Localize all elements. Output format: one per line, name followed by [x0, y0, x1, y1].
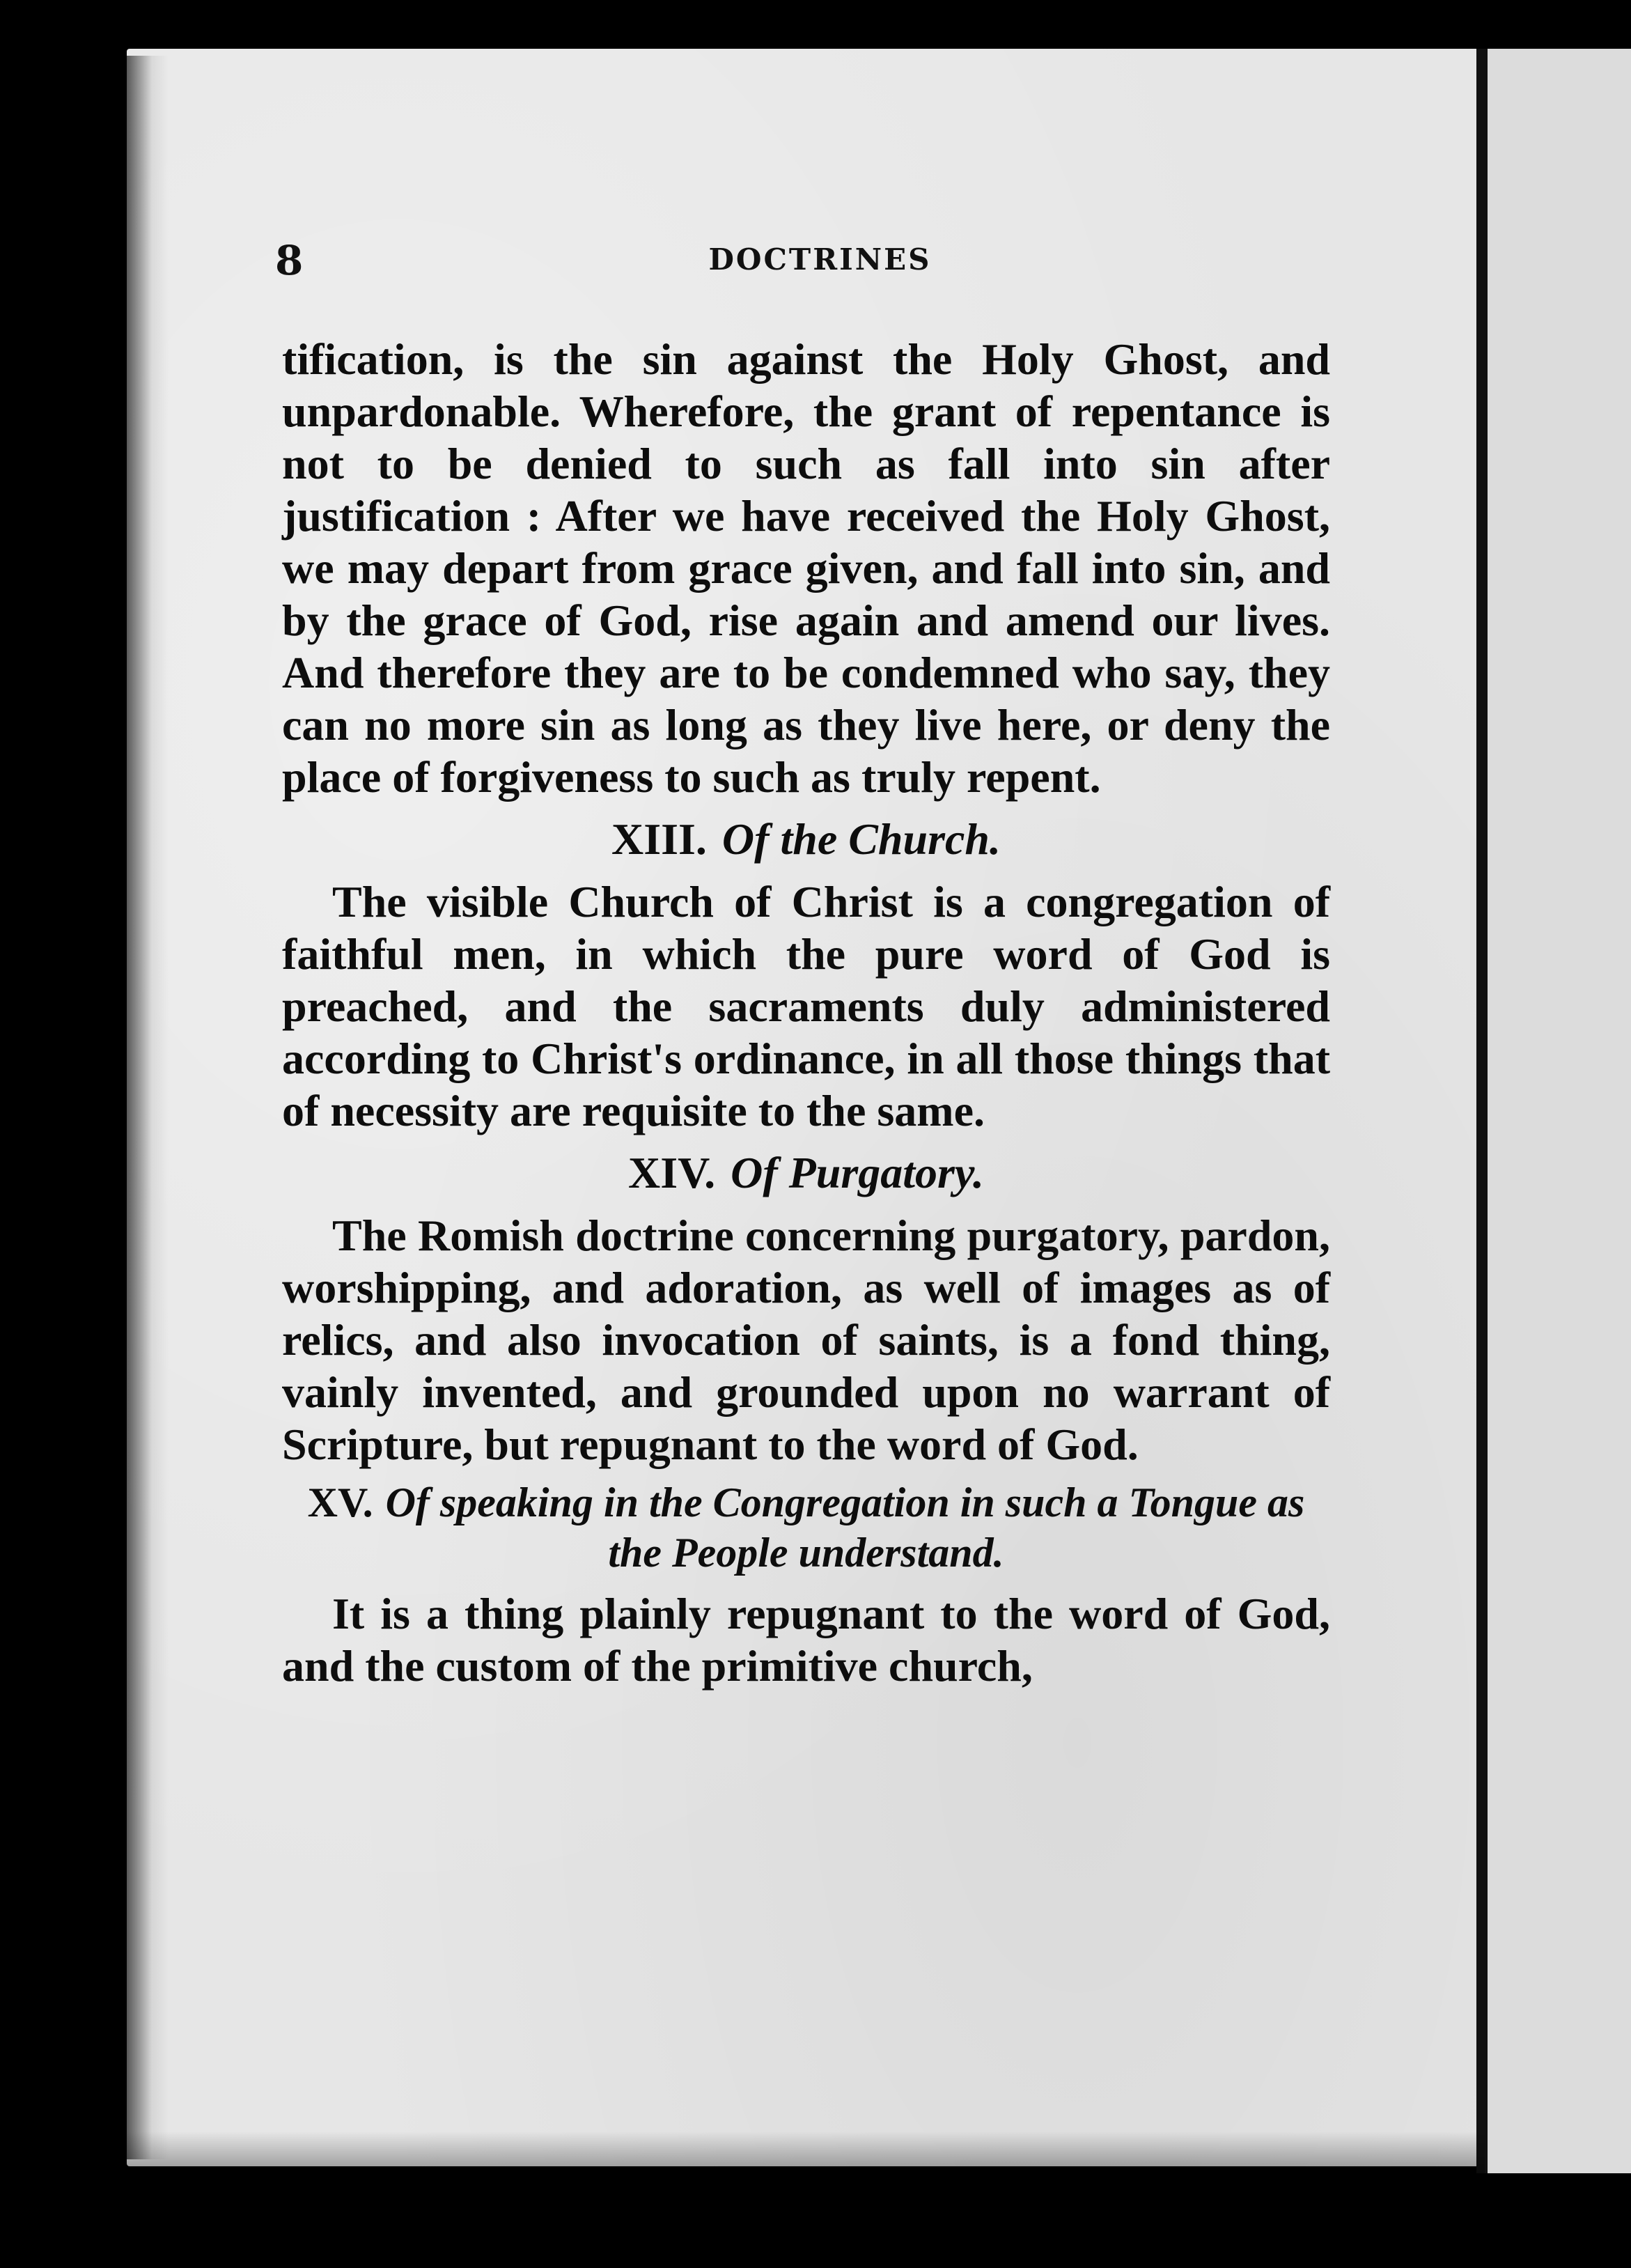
- article-title: Of speaking in the Congregation in such a Tongue as the People understand.: [385, 1479, 1305, 1576]
- facing-page-edge: [1488, 49, 1631, 2173]
- paragraph-continued: tification, is the sin against the Holy Ghost, and unpardonable. Wherefore, the grant of repentance is not to be denied to such as fall into sin after justification : After we have received the Holy Ghost, we may depart from grace given, and fall into sin, and by the grace of God, rise again and amend our lives. And therefore they are to be condemned who say, they can no more sin as long as they live here, or deny the place of forgiveness to such as truly repent.: [282, 334, 1330, 802]
- article-title: Of the Church.: [721, 814, 1001, 864]
- running-header: [275, 237, 1344, 286]
- article-heading-13: [282, 803, 1330, 876]
- article-numeral: XIV.: [628, 1148, 716, 1197]
- article-numeral: XV.: [307, 1479, 373, 1525]
- article-heading-15: [282, 1470, 1330, 1587]
- running-title: DOCTRINES: [708, 242, 932, 277]
- page-number: 8: [275, 237, 304, 284]
- article-text-13: The visible Church of Christ is a congregation of faithful men, in which the pure word of God is preached, and the sacraments duly administered according to Christ's ordinance, in all those things that of necessity are requisite to the same.: [282, 877, 1330, 1135]
- body-text: [282, 333, 1330, 1692]
- article-title: Of Purgatory.: [731, 1148, 984, 1197]
- article-heading-14: [282, 1137, 1330, 1209]
- article-numeral: XIII.: [611, 814, 707, 864]
- page-bottom-shadow: [127, 2131, 1485, 2173]
- article-text-14: The Romish doctrine concerning purgatory, pardon, worshipping, and adoration, as well of images as of relics, and also invocation of saints, is a fond thing, vainly invented, and grounded upon no warrant of Scripture, but repugnant to the word of God.: [282, 1211, 1330, 1469]
- article-text-15: It is a thing plainly repugnant to the word of God, and the custom of the primitive church,: [282, 1589, 1330, 1691]
- book-spine: [1476, 49, 1488, 2173]
- page-gutter-shadow: [127, 56, 169, 2159]
